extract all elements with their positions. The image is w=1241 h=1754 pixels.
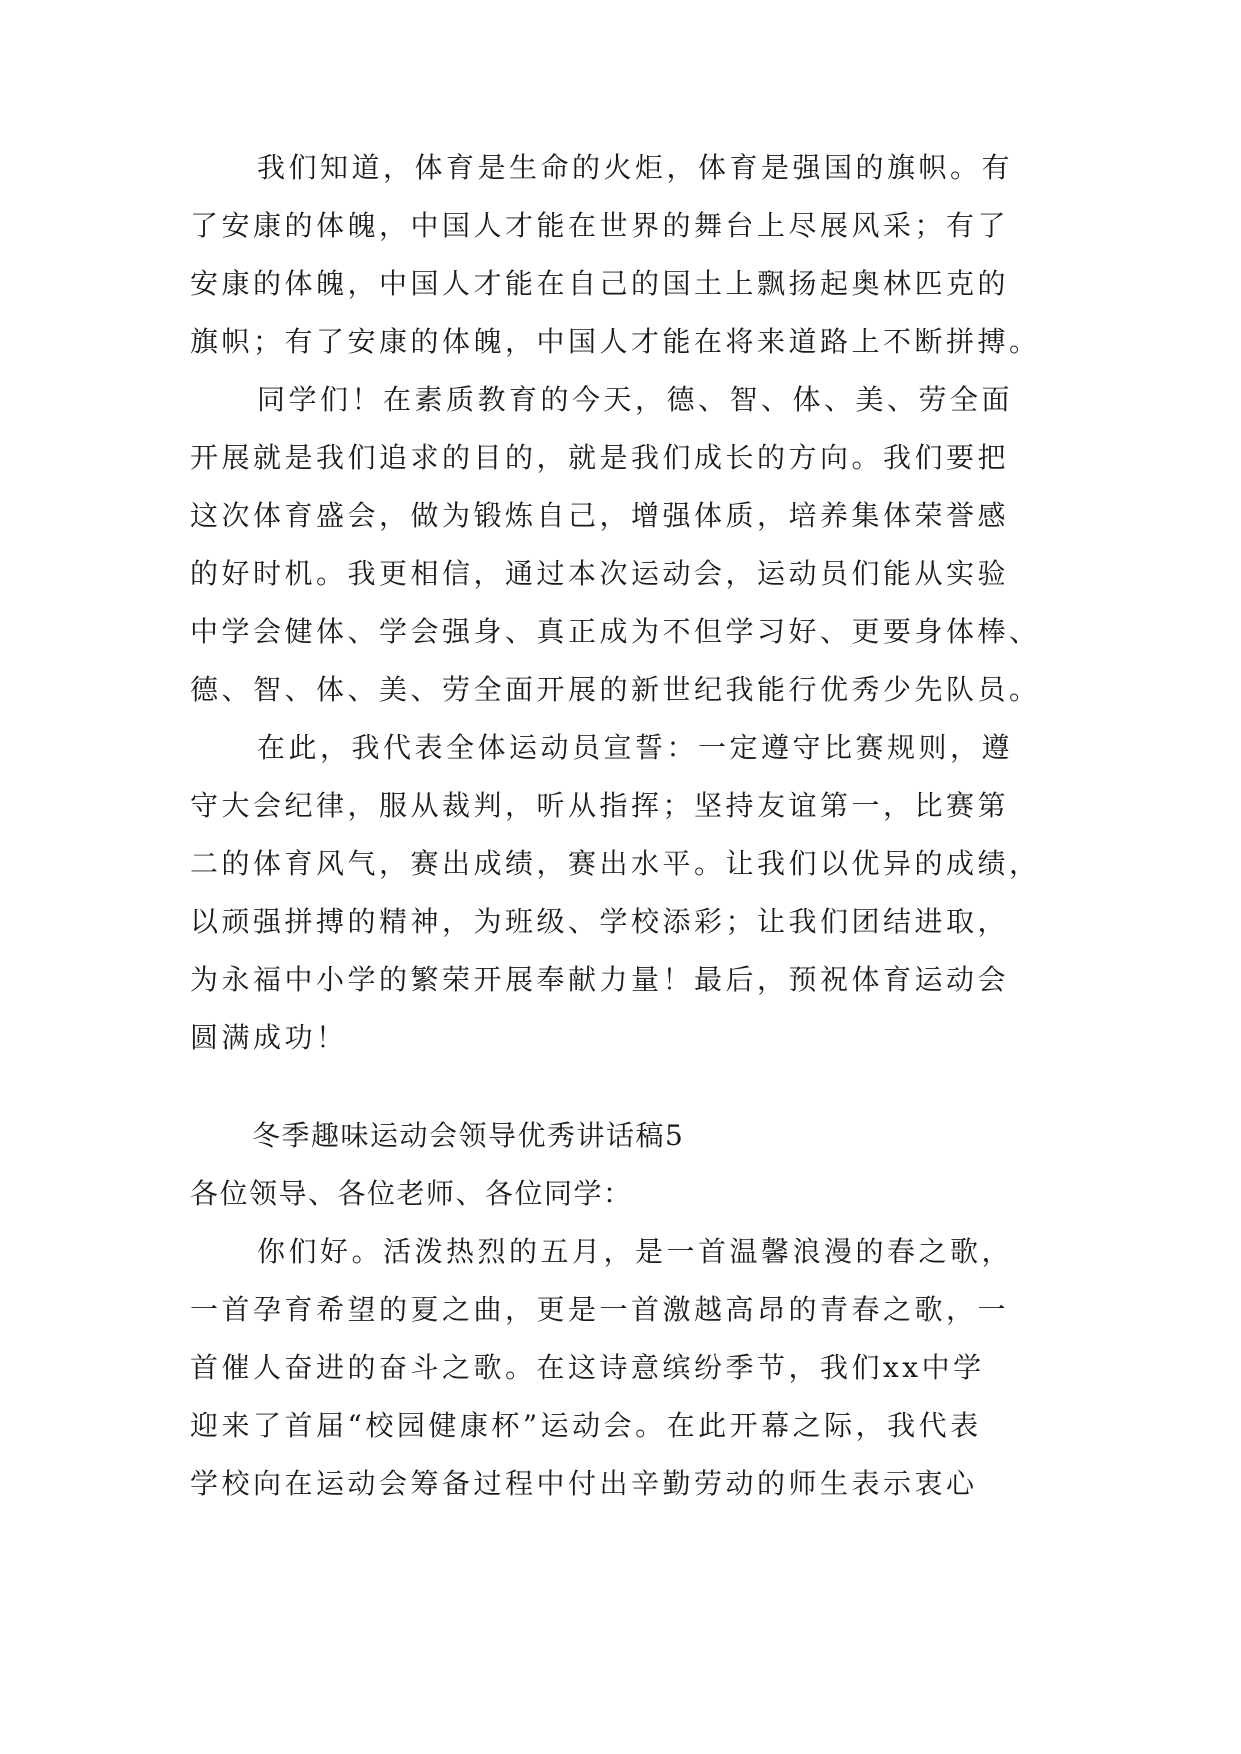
paragraph-4-line-4: 迎来了首届“校园健康杯”运动会。在此开幕之际，我代表 — [190, 1409, 982, 1442]
paragraph-1-line-1: 我们知道，体育是生命的火炬，体育是强国的旗帜。有 — [257, 151, 1014, 184]
paragraph-3-line-2: 守大会纪律，服从裁判，听从指挥；坚持友谊第一，比赛第 — [190, 789, 1010, 822]
paragraph-2-line-6: 德、智、体、美、劳全面开展的新世纪我能行优秀少先队员。 — [190, 673, 1041, 706]
salutation: 各位领导、各位老师、各位同学： — [190, 1177, 633, 1210]
section-title: 冬季趣味运动会领导优秀讲话稿5 — [252, 1119, 685, 1152]
paragraph-4-line-2: 一首孕育希望的夏之曲，更是一首激越高昂的青春之歌，一 — [190, 1293, 1010, 1326]
paragraph-1-line-3: 安康的体魄，中国人才能在自己的国土上飘扬起奥林匹克的 — [190, 267, 1010, 300]
paragraph-3-line-3: 二的体育风气，赛出成绩，赛出水平。让我们以优异的成绩， — [190, 847, 1041, 880]
paragraph-2-line-5: 中学会健体、学会强身、真正成为不但学习好、更要身体棒、 — [190, 615, 1041, 648]
paragraph-3-line-4: 以顽强拼搏的精神，为班级、学校添彩；让我们团结进取， — [190, 905, 1010, 938]
paragraph-1-line-4: 旗帜；有了安康的体魄，中国人才能在将来道路上不断拼搏。 — [190, 325, 1041, 358]
paragraph-1-line-2: 了安康的体魄，中国人才能在世界的舞台上尽展风采；有了 — [190, 209, 1010, 242]
paragraph-3-line-1: 在此，我代表全体运动员宣誓：一定遵守比赛规则，遵 — [257, 731, 1014, 764]
paragraph-2-line-1: 同学们！在素质教育的今天，德、智、体、美、劳全面 — [257, 383, 1014, 416]
paragraph-3-line-6: 圆满成功！ — [190, 1021, 348, 1054]
paragraph-3-line-5: 为永福中小学的繁荣开展奉献力量！最后，预祝体育运动会 — [190, 963, 1010, 996]
paragraph-4-line-5: 学校向在运动会筹备过程中付出辛勤劳动的师生表示衷心 — [190, 1467, 978, 1500]
paragraph-2-line-4: 的好时机。我更相信，通过本次运动会，运动员们能从实验 — [190, 557, 1010, 590]
paragraph-4-line-1: 你们好。活泼热烈的五月，是一首温馨浪漫的春之歌， — [257, 1235, 1014, 1268]
paragraph-2-line-2: 开展就是我们追求的目的，就是我们成长的方向。我们要把 — [190, 441, 1010, 474]
paragraph-2-line-3: 这次体育盛会，做为锻炼自己，增强体质，培养集体荣誉感 — [190, 499, 1010, 532]
paragraph-4-line-3: 首催人奋进的奋斗之歌。在这诗意缤纷季节，我们xx中学 — [190, 1351, 985, 1384]
